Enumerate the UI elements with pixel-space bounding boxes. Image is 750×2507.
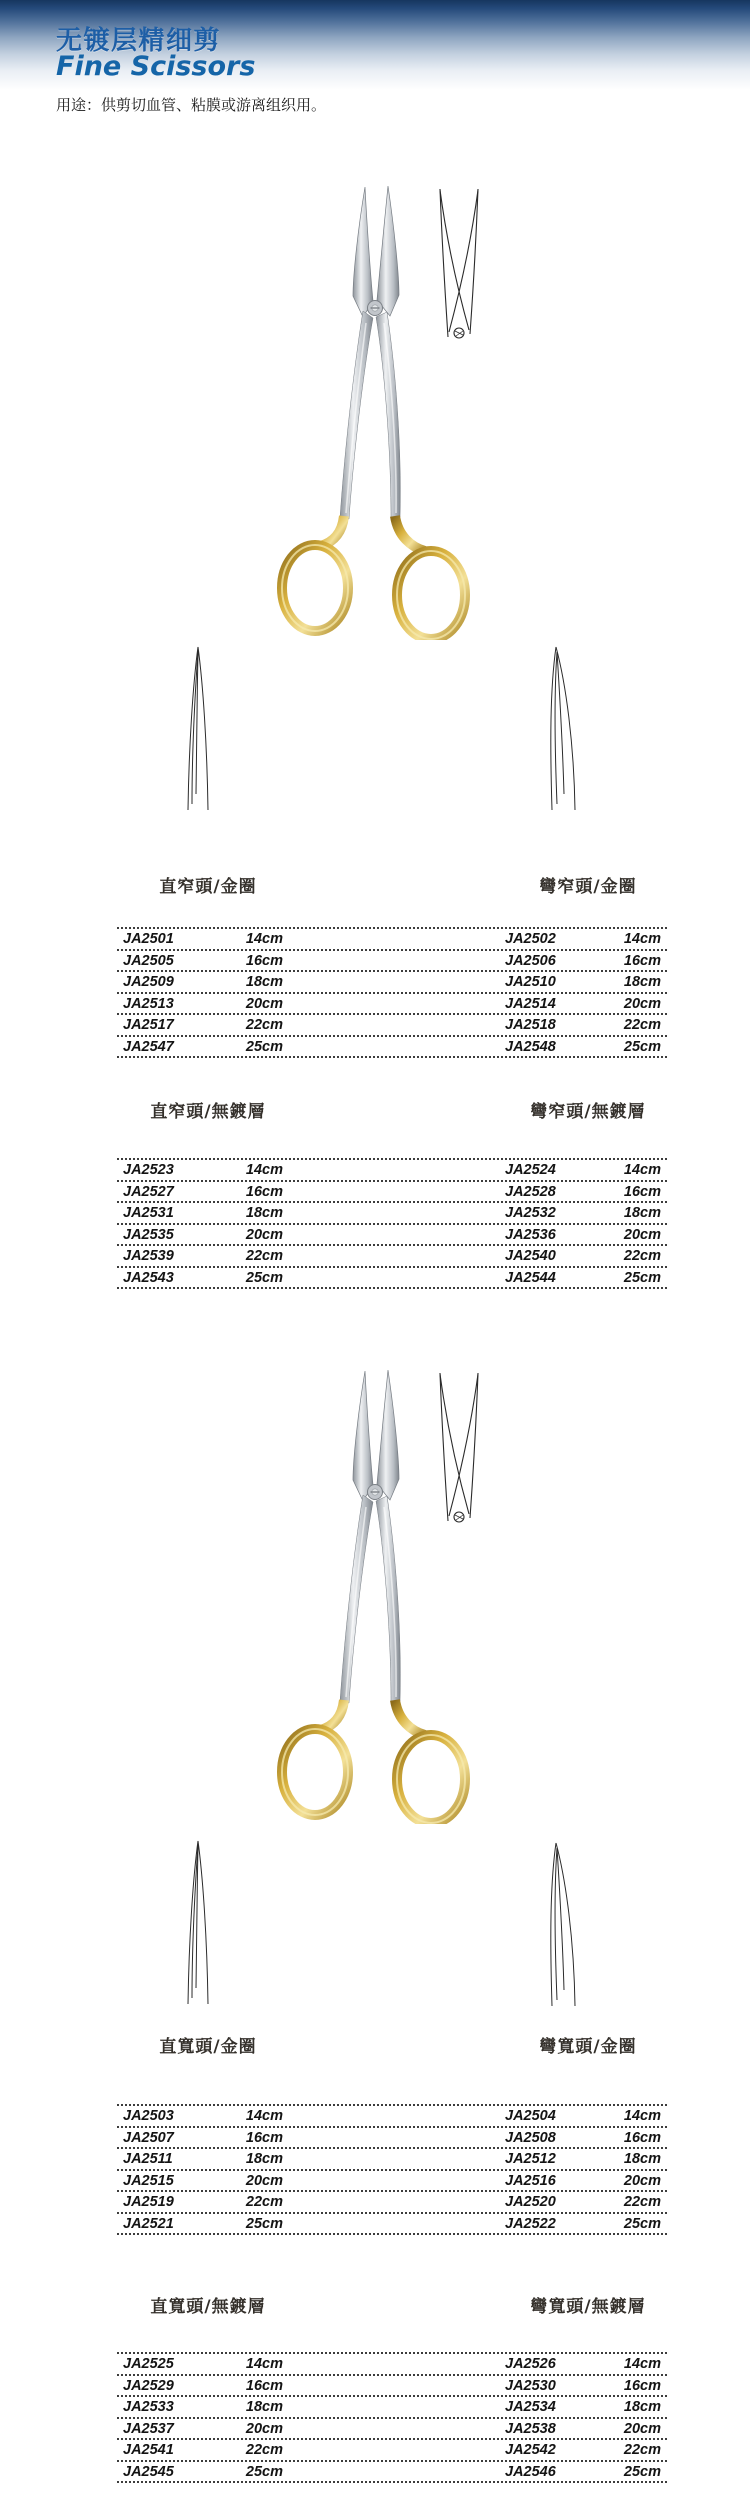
- table-cell-code-left: JA2507: [123, 2129, 174, 2146]
- table-cell-size-left: 16cm: [245, 2129, 283, 2146]
- table-cell-code-right: JA2508: [505, 2129, 556, 2146]
- table-cell-size-right: 22cm: [623, 1017, 661, 1033]
- table-cell-code-left: JA2519: [123, 2194, 174, 2210]
- table-cell-size-right: 18cm: [623, 1205, 661, 1221]
- table-cell-size-right: 25cm: [623, 2463, 661, 2480]
- table-cell-code-left: JA2511: [123, 2151, 173, 2167]
- table-cell-size-right: 18cm: [623, 2399, 661, 2415]
- table-cell-code-left: JA2541: [123, 2442, 174, 2458]
- spec-table-wide-uncoated: [117, 2352, 667, 2483]
- table-row: [117, 1244, 667, 1266]
- table-cell-code-right: JA2534: [505, 2399, 556, 2415]
- table-row: [117, 1266, 667, 1288]
- straight-blade-drawing-wide: [183, 1838, 213, 2006]
- table-title-curved-narrow-uncoated: 彎窄頭/無鍍層: [530, 1102, 646, 1122]
- table-cell-code-right: JA2540: [505, 1248, 556, 1264]
- table-cell-size-right: 14cm: [623, 1162, 661, 1178]
- table-cell-size-right: 25cm: [623, 1038, 661, 1055]
- table-cell-size-right: 18cm: [623, 974, 661, 990]
- table-cell-code-right: JA2524: [505, 1162, 556, 1178]
- table-cell-code-left: JA2545: [123, 2463, 174, 2480]
- table-row: [117, 2169, 667, 2191]
- table-cell-code-left: JA2525: [123, 2356, 174, 2372]
- table-cell-size-left: 16cm: [245, 952, 283, 969]
- table-cell-size-left: 20cm: [245, 2172, 283, 2189]
- table-cell-code-right: JA2542: [505, 2442, 556, 2458]
- table-cell-size-left: 25cm: [245, 1269, 283, 1286]
- table-row: [117, 1035, 667, 1057]
- table-row: [117, 2417, 667, 2439]
- table-title-straight-wide-uncoated: 直寬頭/無鍍層: [150, 2297, 266, 2317]
- table-row: [117, 2126, 667, 2148]
- table-cell-code-right: JA2548: [505, 1038, 556, 1055]
- table-row: [117, 2104, 667, 2126]
- table-cell-code-right: JA2520: [505, 2194, 556, 2210]
- curved-blade-drawing-wide: [544, 1840, 580, 2008]
- table-cell-code-right: JA2516: [505, 2172, 556, 2189]
- table-row: [117, 2395, 667, 2417]
- table-cell-size-right: 14cm: [623, 2356, 661, 2372]
- table-title-straight-narrow-uncoated: 直窄頭/無鍍層: [150, 1102, 266, 1122]
- table-cell-size-right: 16cm: [623, 952, 661, 969]
- table-cell-size-left: 18cm: [245, 974, 283, 990]
- table-cell-size-left: 14cm: [245, 2356, 283, 2372]
- table-cell-size-right: 22cm: [623, 2194, 661, 2210]
- table-cell-code-right: JA2538: [505, 2420, 556, 2437]
- curved-blade-drawing-narrow: [544, 644, 580, 812]
- table-cell-size-left: 16cm: [245, 1183, 283, 1200]
- table-row: [117, 949, 667, 971]
- table-cell-size-left: 22cm: [245, 1017, 283, 1033]
- table-title-curved-narrow-gold: 彎窄頭/金圈: [539, 877, 637, 897]
- table-cell-code-left: JA2521: [123, 2215, 174, 2232]
- table-row: [117, 1223, 667, 1245]
- header-band: [0, 0, 750, 90]
- table-cell-code-left: JA2537: [123, 2420, 174, 2437]
- table-cell-size-left: 22cm: [245, 2442, 283, 2458]
- table-cell-size-left: 18cm: [245, 2399, 283, 2415]
- table-cell-code-left: JA2531: [123, 1205, 174, 1221]
- table-title-straight-narrow-gold: 直窄頭/金圈: [159, 877, 257, 897]
- table-cell-size-right: 20cm: [623, 2420, 661, 2437]
- table-cell-size-right: 14cm: [623, 2108, 661, 2124]
- table-cell-size-left: 14cm: [245, 1162, 283, 1178]
- tip-drawing-wide: [435, 1371, 483, 1527]
- table-row: [117, 2190, 667, 2212]
- table-cell-size-left: 14cm: [245, 931, 283, 947]
- table-cell-size-right: 20cm: [623, 1226, 661, 1243]
- table-title-straight-wide-gold: 直寬頭/金圈: [159, 2037, 257, 2057]
- table-cell-code-right: JA2546: [505, 2463, 556, 2480]
- table-cell-code-left: JA2503: [123, 2108, 174, 2124]
- table-cell-size-right: 20cm: [623, 2172, 661, 2189]
- table-row: [117, 1158, 667, 1180]
- table-row: [117, 1201, 667, 1223]
- straight-blade-drawing-narrow: [183, 644, 213, 812]
- page-title: 无镀层精细剪: [56, 26, 222, 56]
- table-cell-size-right: 22cm: [623, 1248, 661, 1264]
- table-cell-size-left: 20cm: [245, 995, 283, 1012]
- table-cell-code-right: JA2544: [505, 1269, 556, 1286]
- table-cell-size-right: 18cm: [623, 2151, 661, 2167]
- tip-drawing-narrow: [435, 187, 483, 343]
- table-cell-size-left: 14cm: [245, 2108, 283, 2124]
- table-cell-code-left: JA2547: [123, 1038, 174, 1055]
- table-title-curved-wide-uncoated: 彎寬頭/無鍍層: [530, 2297, 646, 2317]
- table-cell-size-left: 20cm: [245, 1226, 283, 1243]
- table-cell-size-left: 16cm: [245, 2377, 283, 2394]
- table-cell-code-left: JA2513: [123, 995, 174, 1012]
- table-row: [117, 927, 667, 949]
- table-cell-code-left: JA2515: [123, 2172, 174, 2189]
- table-cell-size-left: 18cm: [245, 2151, 283, 2167]
- table-row: [117, 2212, 667, 2234]
- table-cell-size-right: 16cm: [623, 2129, 661, 2146]
- table-cell-code-left: JA2517: [123, 1017, 174, 1033]
- table-cell-size-left: 22cm: [245, 1248, 283, 1264]
- table-cell-code-right: JA2522: [505, 2215, 556, 2232]
- table-cell-code-left: JA2523: [123, 1162, 174, 1178]
- table-cell-size-left: 20cm: [245, 2420, 283, 2437]
- table-cell-size-left: 25cm: [245, 2215, 283, 2232]
- table-cell-code-left: JA2509: [123, 974, 174, 990]
- table-cell-code-right: JA2518: [505, 1017, 556, 1033]
- table-cell-size-right: 25cm: [623, 2215, 661, 2232]
- table-cell-size-left: 25cm: [245, 2463, 283, 2480]
- table-cell-size-right: 16cm: [623, 2377, 661, 2394]
- table-cell-code-left: JA2527: [123, 1183, 174, 1200]
- table-cell-code-right: JA2514: [505, 995, 556, 1012]
- table-cell-size-left: 18cm: [245, 1205, 283, 1221]
- table-cell-code-left: JA2501: [123, 931, 174, 947]
- table-row: [117, 2374, 667, 2396]
- table-row: [117, 1013, 667, 1035]
- table-cell-code-right: JA2528: [505, 1183, 556, 1200]
- table-row: [117, 2438, 667, 2460]
- table-cell-code-right: JA2532: [505, 1205, 556, 1221]
- table-row: [117, 2352, 667, 2374]
- table-cell-code-left: JA2505: [123, 952, 174, 969]
- table-row: [117, 970, 667, 992]
- spec-table-narrow-gold: [117, 927, 667, 1058]
- table-cell-size-right: 14cm: [623, 931, 661, 947]
- table-cell-size-left: 25cm: [245, 1038, 283, 1055]
- usage-note: 用途：供剪切血管、粘膜或游离组织用。: [56, 96, 327, 114]
- table-cell-code-left: JA2539: [123, 1248, 174, 1264]
- spec-table-wide-gold: [117, 2104, 667, 2235]
- table-cell-size-right: 16cm: [623, 1183, 661, 1200]
- spec-table-narrow-uncoated: [117, 1158, 667, 1289]
- table-cell-size-right: 25cm: [623, 1269, 661, 1286]
- table-cell-code-right: JA2512: [505, 2151, 556, 2167]
- table-cell-code-left: JA2529: [123, 2377, 174, 2394]
- table-cell-code-right: JA2510: [505, 974, 556, 990]
- table-cell-code-right: JA2536: [505, 1226, 556, 1243]
- table-cell-code-right: JA2504: [505, 2108, 556, 2124]
- table-cell-code-left: JA2535: [123, 1226, 174, 1243]
- table-title-curved-wide-gold: 彎寬頭/金圈: [539, 2037, 637, 2057]
- table-row: [117, 1180, 667, 1202]
- table-cell-code-right: JA2526: [505, 2356, 556, 2372]
- table-cell-size-right: 20cm: [623, 995, 661, 1012]
- table-row: [117, 992, 667, 1014]
- table-row: [117, 2460, 667, 2482]
- table-row: [117, 2147, 667, 2169]
- table-cell-size-left: 22cm: [245, 2194, 283, 2210]
- table-cell-code-left: JA2543: [123, 1269, 174, 1286]
- table-cell-code-right: JA2530: [505, 2377, 556, 2394]
- table-cell-code-right: JA2502: [505, 931, 556, 947]
- table-cell-code-right: JA2506: [505, 952, 556, 969]
- page-subtitle: Fine Scissors: [56, 51, 256, 82]
- table-cell-size-right: 22cm: [623, 2442, 661, 2458]
- table-cell-code-left: JA2533: [123, 2399, 174, 2415]
